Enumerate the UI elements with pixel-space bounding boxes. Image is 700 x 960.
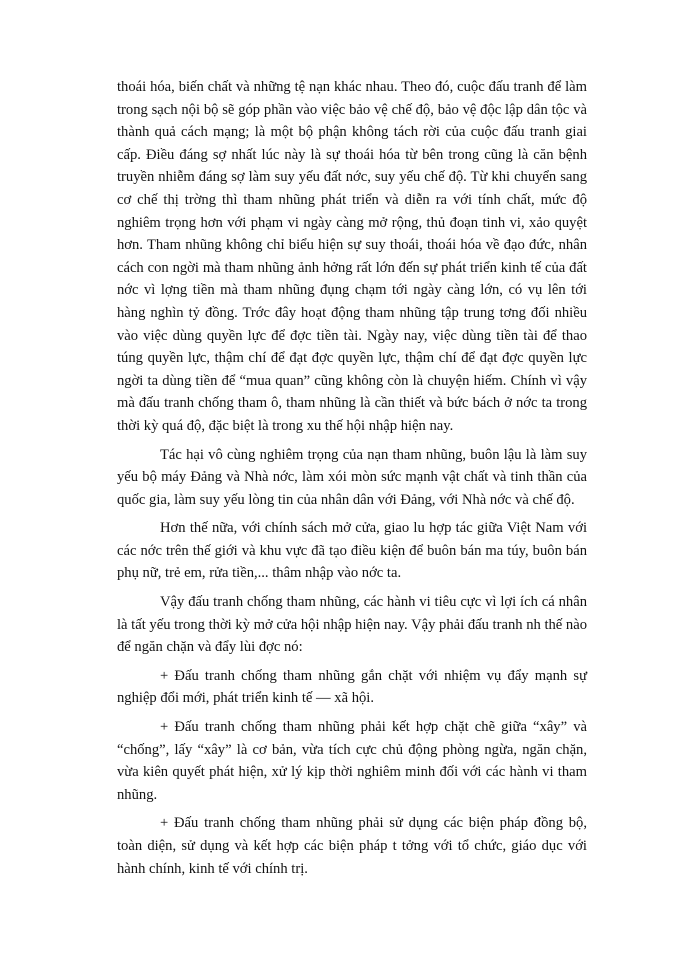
paragraph-open-policy: Hơn thế nữa, với chính sách mở cửa, giao lu hợp tác giữa Việt Nam với các nớc trên thế giới và khu vực đã tạo điều kiện để buôn bán ma túy, buôn bán phụ nữ, trẻ em, rửa tiền,... thâm nhập vào nớc ta. [117, 520, 587, 582]
paragraph-continuation: thoái hóa, biến chất và những tệ nạn khác nhau. Theo đó, cuộc đấu tranh để làm trong sạch nội bộ sẽ góp phần vào việc bảo vệ chế độ, bảo vệ độc lập dân tộc và thành quả cách mạng; là một bộ phận không tách rời của cuộc đấu tranh giai cấp. Điều đáng sợ nhất lúc này là sự thoái hóa từ bên trong cũng là căn bệnh truyền nhiễm đáng sợ làm suy yếu đất nớc, suy yếu chế độ. Từ khi chuyển sang cơ chế thị trờng thì tham nhũng phát triển và diễn ra với tính chất, mức độ nghiêm trọng hơn với phạm vi ngày càng mở rộng, thủ đoạn tinh vi, xảo quyệt hơn. Tham nhũng không chỉ biểu hiện sự suy thoái, thoái hóa về đạo đức, nhân cách con ngời mà tham nhũng ảnh hởng rất lớn đến sự phát triển kinh tế của đất nớc vì lợng tiền mà tham nhũng đụng chạm tới ngày càng lớn, có vụ lên tới hàng nghìn tỷ đồng. Trớc đây hoạt động tham nhũng tập trung tơng đối nhiều vào việc dùng quyền lực để đợc tiền tài. Ngày nay, việc dùng tiền tài để thao túng quyền lực, thậm chí để đạt đợc quyền lực, thậm chí để đạt đợc quyền lực ngời ta dùng tiền để “mua quan” cũng không còn là chuyện hiếm. Chính vì vậy mà đấu tranh chống tham ô, tham nhũng là cần thiết và bức bách ở nớc ta trong thời kỳ quá độ, đặc biệt là trong xu thế hội nhập hiện nay. [117, 79, 587, 434]
paragraph-conclusion: Vậy đấu tranh chống tham nhũng, các hành vi tiêu cực vì lợi ích cá nhân là tất yếu trong thời kỳ mở cửa hội nhập hiện nay. Vậy phải đấu tranh nh thế nào để ngăn chặn và đẩy lùi đợc nó: [117, 594, 587, 656]
list-item-comprehensive-measures: + Đấu tranh chống tham nhũng phải sử dụng các biện pháp đồng bộ, toàn diện, sử dụng và kết hợp các biện pháp t tởng với tổ chức, giáo dục với hành chính, kinh tế với chính trị. [117, 815, 587, 877]
list-item-build-and-fight: + Đấu tranh chống tham nhũng phải kết hợp chặt chẽ giữa “xây” và “chống”, lấy “xây” là cơ bản, vừa tích cực chủ động phòng ngừa, ngăn chặn, vừa kiên quyết phát hiện, xử lý kịp thời nghiêm minh đối với các hành vi tham nhũng. [117, 719, 587, 803]
paragraph-harms: Tác hại vô cùng nghiêm trọng của nạn tham nhũng, buôn lậu là làm suy yếu bộ máy Đảng và Nhà nớc, làm xói mòn sức mạnh vật chất và tinh thần của quốc gia, làm suy yếu lòng tin của nhân dân với Đảng, với Nhà nớc và chế độ. [117, 446, 587, 508]
list-item-reform: + Đấu tranh chống tham nhũng gắn chặt với nhiệm vụ đẩy mạnh sự nghiệp đổi mới, phát triển kinh tế — xã hội. [117, 667, 587, 707]
document-body [117, 76, 587, 886]
